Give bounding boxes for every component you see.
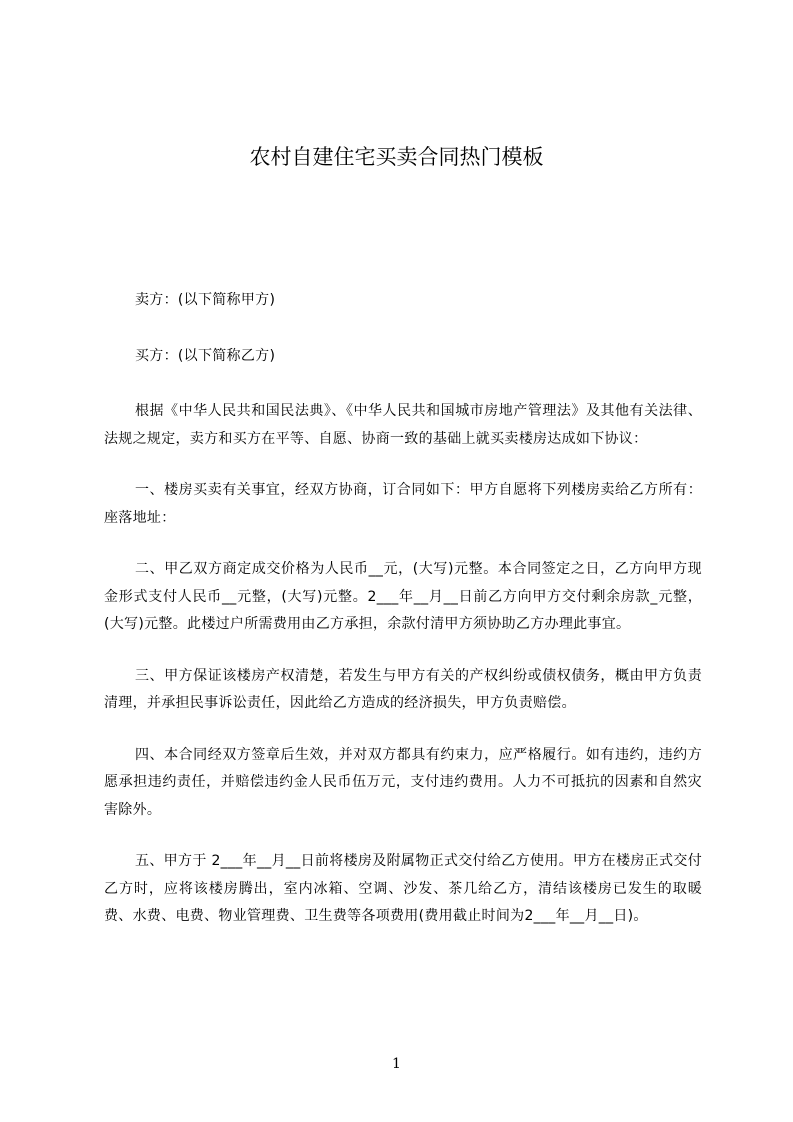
- document-body: [104, 287, 702, 955]
- buyer-line: 买方：(以下简称乙方): [135, 347, 276, 364]
- paragraph-clause-2: 二、甲乙双方商定成交价格为人民币__元，(大写)元整。本合同签定之日，乙方向甲方现金形式支付人民币__元整，(大写)元整。2___年__月__日前乙方向甲方交付剩余房款_元整，(大写)元整。此楼过户所需费用由乙方承担，余款付清甲方须协助乙方办理此事宜。: [104, 561, 702, 632]
- seller-line: 卖方：(以下简称甲方): [135, 292, 276, 308]
- paragraph-clause-4: 四、本合同经双方签章后生效，并对双方都具有约束力，应严格履行。如有违约，违约方愿承担违约责任，并赔偿违约金人民币伍万元，支付违约费用。人力不可抵抗的因素和自然灾害除外。: [104, 746, 702, 818]
- paragraph-clause-3: 三、甲方保证该楼房产权清楚，若发生与甲方有关的产权纠纷或债权债务，概由甲方负责清理，并承担民事诉讼责任，因此给乙方造成的经济损失，甲方负责赔偿。: [104, 667, 702, 711]
- paragraph-preamble: 根据《中华人民共和国民法典》、《中华人民共和国城市房地产管理法》及其他有关法律、法规之规定，卖方和买方在平等、自愿、协商一致的基础上就买卖楼房达成如下协议：: [104, 403, 702, 447]
- paragraph-clause-5: 五、甲方于 2___年__月__日前将楼房及附属物正式交付给乙方使用。甲方在楼房正式交付乙方时，应将该楼房腾出，室内冰箱、空调、沙发、茶几给乙方，清结该楼房已发生的取暖费、水费、电费、物业管理费、卫生费等各项费用(费用截止时间为2___年__月__日)。: [104, 853, 702, 924]
- document-title: 农村自建住宅买卖合同热门模板: [249, 145, 544, 169]
- page-number: 1: [392, 1056, 401, 1072]
- paragraph-clause-1: 一、楼房买卖有关事宜，经双方协商，订合同如下：甲方自愿将下列楼房卖给乙方所有：座落地址：: [104, 482, 702, 526]
